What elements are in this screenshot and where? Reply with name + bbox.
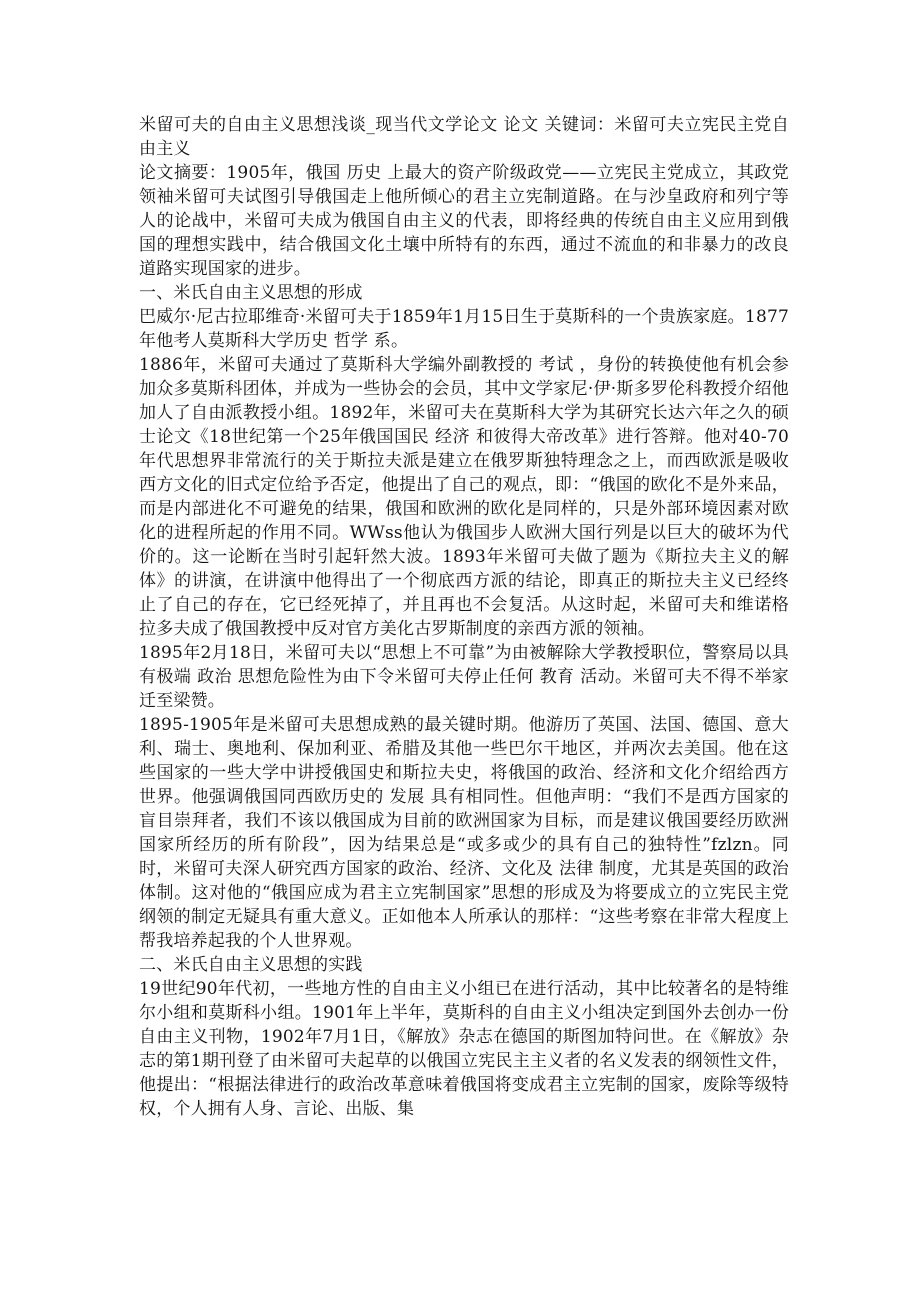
abstract-paragraph: 论文摘要：1905年，俄国 历史 上最大的资产阶级政党——立宪民主党成立，其政党领袖米留可夫试图引导俄国走上他所倾心的君主立宪制道路。在与沙皇政府和列宁等人的论战中，米留可夫成为俄国自由主义的代表，即将经典的传统自由主义应用到俄国的理想实践中，结合俄国文化土壤中所特有的东西，通过不流血的和非暴力的改良道路实现国家的进步。 [139,163,789,279]
body-paragraph: 19世纪90年代初，一些地方性的自由主义小组已在进行活动，其中比较著名的是特维尔小组和莫斯科小组。1901年上半年，莫斯科的自由主义小组决定到国外去创办一份自由主义刊物，1902年7月1日，《解放》杂志在德国的斯图加特问世。在《解放》杂志的第1期刊登了由米留可夫起草的以俄国立宪民主主义者的名义发表的纲领性文件，他提出：“根据法律进行的政治改革意味着俄国将变成君主立宪制的国家，废除等级特权，个人拥有人身、言论、出版、集 [139,979,789,1119]
section-heading-1: 一、米氏自由主义思想的形成 [139,283,363,303]
body-paragraph: 1895-1905年是米留可夫思想成熟的最关键时期。他游历了英国、法国、德国、意大利、瑞士、奥地利、保加利亚、希腊及其他一些巴尔干地区，并两次去美国。他在这些国家的一些大学中讲授俄国史和斯拉夫史，将俄国的政治、经济和文化介绍给西方世界。他强调俄国同西欧历史的 发展 具有相同性。但他声明：“我们不是西方国家的盲目崇拜者，我们不该以俄国成为目前的欧洲国家为目标，而是建议俄国要经历欧洲国家所经历的所有阶段”，因为结果总是“或多或少的具有自己的独特性”fzlzn。同时，米留可夫深人研究西方国家的政治、经济、文化及 法律 制度，尤其是英国的政治体制。这对他的“俄国应成为君主立宪制国家”思想的形成及为将要成立的立宪民主党纲领的制定无疑具有重大意义。正如他本人所承认的那样：“这些考察在非常大程度上帮我培养起我的个人世界观。 [139,715,789,951]
document-page [139,113,789,1121]
body-paragraph: 1886年，米留可夫通过了莫斯科大学编外副教授的 考试 ，身份的转换使他有机会参加众多莫斯科团体，并成为一些协会的会员，其中文学家尼·伊·斯多罗伦科教授介绍他加人了自由派教授小组。1892年，米留可夫在莫斯科大学为其研究长达六年之久的硕士论文《18世纪第一个25年俄国国民 经济 和彼得大帝改革》进行答辩。他对40-70年代思想界非常流行的关于斯拉夫派是建立在俄罗斯独特理念之上，而西欧派是吸收西方文化的旧式定位给予否定，他提出了自己的观点，即：“俄国的欧化不是外来品，而是内部进化不可避免的结果，俄国和欧洲的欧化是同样的，只是外部环境因素对欧化的进程所起的作用不同。WWss他认为俄国步人欧洲大国行列是以巨大的破坏为代价的。这一论断在当时引起轩然大波。1893年米留可夫做了题为《斯拉夫主义的解体》的讲演，在讲演中他得出了一个彻底西方派的结论，即真正的斯拉夫主义已经终止了自己的存在，它已经死掉了，并且再也不会复活。从这时起，米留可夫和维诺格拉多夫成了俄国教授中反对官方美化古罗斯制度的亲西方派的领袖。 [139,355,789,639]
section-heading-2: 二、米氏自由主义思想的实践 [139,955,363,975]
document-title: 米留可夫的自由主义思想浅谈_现当代文学论文 论文 关键词：米留可夫立宪民主党自由主义 [139,115,789,159]
body-paragraph: 巴威尔·尼古拉耶维奇·米留可夫于1859年1月15日生于莫斯科的一个贵族家庭。1877年他考人莫斯科大学历史 哲学 系。 [139,307,789,351]
body-paragraph: 1895年2月18日，米留可夫以“思想上不可靠”为由被解除大学教授职位，警察局以具有极端 政治 思想危险性为由下令米留可夫停止任何 教育 活动。米留可夫不得不举家迁至梁赞。 [139,643,789,711]
